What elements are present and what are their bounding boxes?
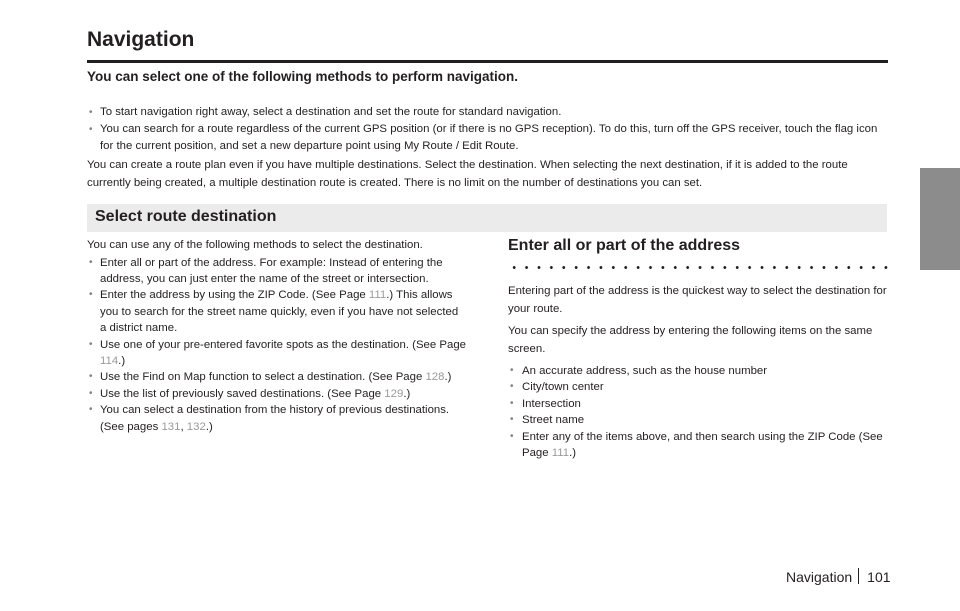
list-item: • Enter all or part of the address. For example: Instead of entering the address, you can just enter the name of the street or intersection. [87,255,467,288]
page-link[interactable]: 111 [551,447,570,460]
subsection-title: Enter all or part of the address [508,237,741,254]
section-intro: You can use any of the following methods to select the destination. [87,239,423,251]
list-item: • You can select a destination from the history of previous destinations. (See pages 131, 132.) [87,402,467,435]
list-item: • Intersection [508,396,888,412]
list-item: • You can search for a route regardless of the current GPS position (or if there is no GPS reception). To do this, turn off the GPS receiver, touch the flag icon for the current position, and set a new departure point using My Route / Edit Route. [87,121,887,155]
left-column [87,237,467,435]
list-item: • Street name [508,412,888,428]
page-link[interactable]: 114 [100,354,119,367]
footer-section-title: Navigation [786,569,853,585]
top-bullet-list [87,104,887,155]
footer-divider [858,568,859,584]
subsection-paragraph: You can specify the address by entering the following items on the same screen. [508,325,873,355]
list-item: • Use the Find on Map function to select a destination. (See Page 128.) [87,369,467,385]
list-item: • Use one of your pre-entered favorite spots as the destination. (See Page 114.) [87,337,467,370]
list-item: • Enter any of the items above, and then search using the ZIP Code (See Page 111.) [508,429,888,462]
page-link[interactable]: 129 [384,387,404,400]
list-item: • Use the list of previously saved destinations. (See Page 129.) [87,386,467,402]
section-header [87,204,887,232]
dotted-divider [508,266,888,269]
page-title: Navigation [87,28,195,51]
page-link[interactable]: 132 [186,420,206,433]
route-plan-paragraph: You can create a route plan even if you have multiple destinations. Select the destination. When selecting the next destination, if it is added to the route currently being created, a multiple destination route is created. There is no limit on the number of destinations you can set. [87,159,848,189]
chapter-tab [920,168,960,270]
page-link[interactable]: 128 [425,371,445,384]
subsection-paragraph: Entering part of the address is the quickest way to select the destination for your route. [508,285,887,315]
page-link[interactable]: 111 [368,289,387,302]
address-item-list [508,363,888,461]
page-number: 101 [867,569,891,585]
list-item: • To start navigation right away, select a destination and set the route for standard navigation. [87,104,887,121]
page-link[interactable]: 131 [161,420,181,433]
list-item: • Enter the address by using the ZIP Code. (See Page 111.) This allows you to search for the street name quickly, even if you have not selected a district name. [87,287,467,336]
page-footer [786,568,891,585]
intro-text: You can select one of the following methods to perform navigation. [87,69,519,84]
right-column [508,283,888,461]
list-item: • An accurate address, such as the house number [508,363,888,379]
destination-method-list [87,255,467,435]
title-rule [87,60,888,63]
section-title: Select route destination [95,208,277,225]
list-item: • City/town center [508,379,888,395]
